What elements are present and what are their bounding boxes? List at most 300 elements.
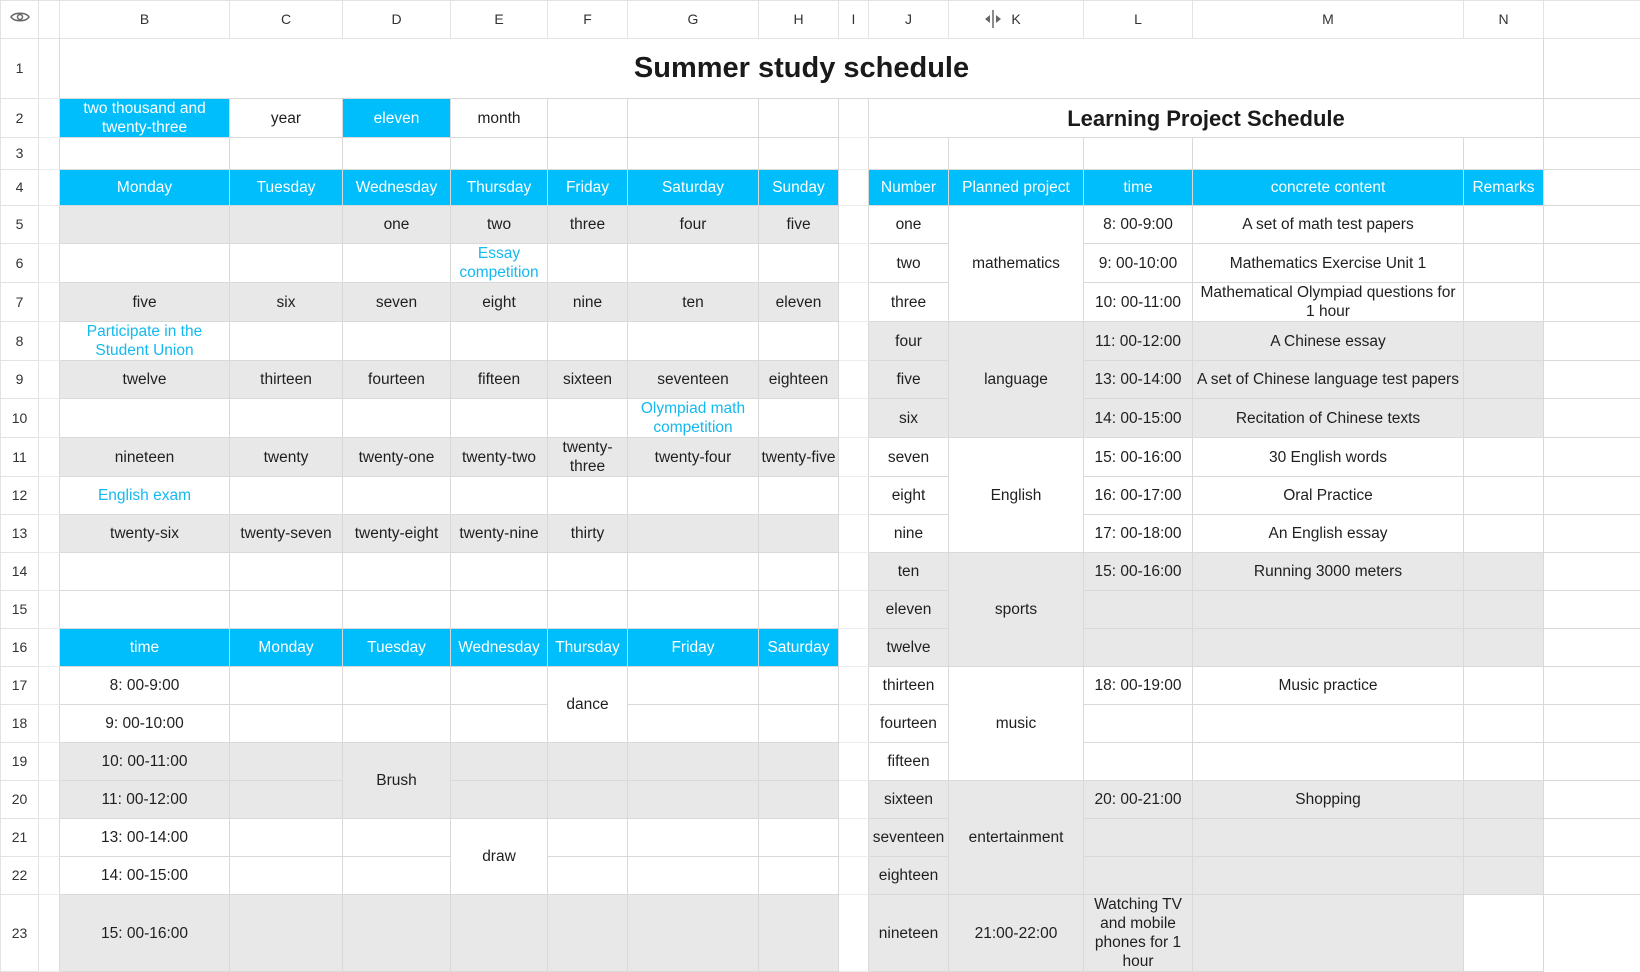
cell[interactable] (39, 399, 60, 438)
cell[interactable] (39, 705, 60, 743)
calendar-cell[interactable] (343, 322, 451, 361)
cell[interactable] (1544, 857, 1640, 895)
calendar-cell[interactable]: Participate in the Student Union (60, 322, 230, 361)
cell[interactable] (39, 477, 60, 515)
week-cell[interactable] (628, 819, 759, 857)
planned-project-cell[interactable]: language (949, 322, 1084, 438)
cell[interactable] (839, 857, 869, 895)
week-time-cell[interactable]: 8: 00-9:00 (60, 667, 230, 705)
cell[interactable] (1544, 819, 1640, 857)
sheet-title[interactable]: Summer study schedule (60, 39, 1544, 99)
year-value-cell[interactable]: two thousand and twenty-three (60, 99, 230, 138)
project-remarks-cell[interactable] (1464, 438, 1544, 477)
week-time-cell[interactable]: 9: 00-10:00 (60, 705, 230, 743)
activity-brush-cell[interactable]: Brush (343, 743, 451, 819)
project-remarks-cell[interactable] (1464, 515, 1544, 553)
calendar-cell[interactable] (230, 244, 343, 283)
cell[interactable] (1544, 667, 1640, 705)
column-header-E[interactable]: E (451, 1, 548, 39)
calendar-cell[interactable]: seven (343, 283, 451, 322)
row-header-5[interactable]: 5 (1, 206, 39, 244)
cell[interactable] (839, 819, 869, 857)
calendar-cell[interactable] (451, 322, 548, 361)
calendar-cell[interactable] (548, 322, 628, 361)
project-remarks-cell[interactable] (1464, 743, 1544, 781)
activity-dance-cell[interactable]: dance (548, 667, 628, 743)
project-content-cell[interactable] (1193, 857, 1464, 895)
row-header-22[interactable]: 22 (1, 857, 39, 895)
week-cell[interactable] (628, 705, 759, 743)
row-header-3[interactable]: 3 (1, 138, 39, 170)
project-content-cell[interactable]: Recitation of Chinese texts (1193, 399, 1464, 438)
week-cell[interactable] (759, 895, 839, 972)
calendar-cell[interactable]: twenty-one (343, 438, 451, 477)
calendar-cell[interactable] (451, 553, 548, 591)
week-cell[interactable] (230, 743, 343, 781)
calendar-cell[interactable]: twenty-four (628, 438, 759, 477)
week-time-cell[interactable]: 14: 00-15:00 (60, 857, 230, 895)
cell[interactable] (839, 399, 869, 438)
week-time-cell[interactable]: 10: 00-11:00 (60, 743, 230, 781)
calendar-cell[interactable] (548, 477, 628, 515)
week-cell[interactable] (230, 781, 343, 819)
month-value-cell[interactable]: eleven (343, 99, 451, 138)
cell[interactable] (628, 138, 759, 170)
cell[interactable] (39, 781, 60, 819)
cell[interactable] (839, 283, 869, 322)
cell[interactable] (39, 206, 60, 244)
project-content-cell[interactable] (1193, 629, 1464, 667)
project-time-cell[interactable]: 14: 00-15:00 (1084, 399, 1193, 438)
week-cell[interactable] (548, 743, 628, 781)
project-time-cell[interactable] (1084, 629, 1193, 667)
calendar-cell[interactable]: twenty-five (759, 438, 839, 477)
week-cell[interactable] (230, 667, 343, 705)
calendar-cell[interactable]: Essay competition (451, 244, 548, 283)
week-cell[interactable] (548, 857, 628, 895)
cell[interactable] (839, 361, 869, 399)
year-label-cell[interactable]: year (230, 99, 343, 138)
project-time-cell[interactable] (1084, 819, 1193, 857)
cell[interactable] (1544, 99, 1640, 138)
cell[interactable] (1544, 438, 1640, 477)
calendar-cell[interactable] (548, 553, 628, 591)
cell[interactable] (39, 244, 60, 283)
day-header-monday[interactable]: Monday (60, 170, 230, 206)
calendar-cell[interactable]: eight (451, 283, 548, 322)
row-header-13[interactable]: 13 (1, 515, 39, 553)
cell[interactable] (39, 895, 60, 972)
calendar-cell[interactable] (343, 399, 451, 438)
cell[interactable] (39, 553, 60, 591)
week-cell[interactable] (548, 895, 628, 972)
project-remarks-cell[interactable] (1193, 895, 1464, 972)
calendar-cell[interactable] (230, 322, 343, 361)
project-remarks-cell[interactable] (1464, 781, 1544, 819)
calendar-cell[interactable]: twenty-two (451, 438, 548, 477)
project-number-cell[interactable]: twelve (869, 629, 949, 667)
project-header-0[interactable]: Number (869, 170, 949, 206)
project-number-cell[interactable]: fourteen (869, 705, 949, 743)
cell[interactable] (1464, 895, 1544, 972)
cell[interactable] (343, 138, 451, 170)
calendar-cell[interactable] (628, 322, 759, 361)
cell[interactable] (839, 438, 869, 477)
row-header-8[interactable]: 8 (1, 322, 39, 361)
week-cell[interactable] (759, 667, 839, 705)
project-content-cell[interactable]: A Chinese essay (1193, 322, 1464, 361)
cell[interactable] (839, 743, 869, 781)
cell[interactable] (39, 857, 60, 895)
cell[interactable] (839, 206, 869, 244)
week-cell[interactable] (628, 743, 759, 781)
week-cell[interactable] (628, 857, 759, 895)
week-cell[interactable] (548, 781, 628, 819)
calendar-cell[interactable] (60, 206, 230, 244)
column-header-A[interactable] (39, 1, 60, 39)
project-content-cell[interactable]: Shopping (1193, 781, 1464, 819)
row-header-23[interactable]: 23 (1, 895, 39, 972)
project-number-cell[interactable]: nineteen (869, 895, 949, 972)
project-time-cell[interactable]: 15: 00-16:00 (1084, 553, 1193, 591)
project-content-cell[interactable]: Mathematical Olympiad questions for 1 hour (1193, 283, 1464, 322)
calendar-cell[interactable]: thirteen (230, 361, 343, 399)
cell[interactable] (1464, 138, 1544, 170)
project-time-cell[interactable]: 8: 00-9:00 (1084, 206, 1193, 244)
week-cell[interactable] (759, 857, 839, 895)
row-header-4[interactable]: 4 (1, 170, 39, 206)
planned-project-cell[interactable]: mathematics (949, 206, 1084, 322)
cell[interactable] (39, 138, 60, 170)
project-number-cell[interactable]: five (869, 361, 949, 399)
cell[interactable] (839, 705, 869, 743)
project-time-cell[interactable]: 21:00-22:00 (949, 895, 1084, 972)
planned-project-cell[interactable]: entertainment (949, 781, 1084, 895)
calendar-cell[interactable]: nineteen (60, 438, 230, 477)
project-number-cell[interactable]: seven (869, 438, 949, 477)
calendar-cell[interactable] (230, 591, 343, 629)
column-header-I[interactable]: I (839, 1, 869, 39)
row-header-2[interactable]: 2 (1, 99, 39, 138)
week-cell[interactable] (230, 857, 343, 895)
calendar-cell[interactable] (451, 591, 548, 629)
cell[interactable] (1544, 705, 1640, 743)
week-cell[interactable] (759, 781, 839, 819)
project-remarks-cell[interactable] (1464, 629, 1544, 667)
project-time-cell[interactable]: 9: 00-10:00 (1084, 244, 1193, 283)
calendar-cell[interactable] (343, 477, 451, 515)
week-cell[interactable] (230, 819, 343, 857)
calendar-cell[interactable] (548, 399, 628, 438)
cell[interactable] (548, 138, 628, 170)
project-remarks-cell[interactable] (1464, 206, 1544, 244)
calendar-cell[interactable]: twenty-eight (343, 515, 451, 553)
project-number-cell[interactable]: eight (869, 477, 949, 515)
week-header-monday[interactable]: Monday (230, 629, 343, 667)
project-header-4[interactable]: Remarks (1464, 170, 1544, 206)
week-time-cell[interactable]: 15: 00-16:00 (60, 895, 230, 972)
column-resize-icon[interactable] (982, 8, 1004, 30)
calendar-cell[interactable]: twenty (230, 438, 343, 477)
cell[interactable] (39, 438, 60, 477)
cell[interactable] (1544, 206, 1640, 244)
project-remarks-cell[interactable] (1464, 283, 1544, 322)
column-header-J[interactable]: J (869, 1, 949, 39)
cell[interactable] (39, 629, 60, 667)
week-cell[interactable] (451, 781, 548, 819)
cell[interactable] (839, 515, 869, 553)
project-number-cell[interactable]: six (869, 399, 949, 438)
calendar-cell[interactable] (60, 591, 230, 629)
week-cell[interactable] (230, 705, 343, 743)
row-header-1[interactable]: 1 (1, 39, 39, 99)
calendar-cell[interactable] (628, 591, 759, 629)
week-time-cell[interactable]: 13: 00-14:00 (60, 819, 230, 857)
row-header-14[interactable]: 14 (1, 553, 39, 591)
column-header-C[interactable]: C (230, 1, 343, 39)
calendar-cell[interactable]: three (548, 206, 628, 244)
cell[interactable] (1544, 322, 1640, 361)
week-header-friday[interactable]: Friday (628, 629, 759, 667)
cell[interactable] (869, 138, 949, 170)
calendar-cell[interactable] (628, 477, 759, 515)
calendar-cell[interactable] (759, 553, 839, 591)
project-content-cell[interactable]: Music practice (1193, 667, 1464, 705)
planned-project-cell[interactable]: sports (949, 553, 1084, 667)
project-header-3[interactable]: concrete content (1193, 170, 1464, 206)
calendar-cell[interactable] (60, 244, 230, 283)
cell[interactable] (839, 591, 869, 629)
project-number-cell[interactable]: nine (869, 515, 949, 553)
calendar-cell[interactable]: sixteen (548, 361, 628, 399)
cell[interactable] (839, 895, 869, 972)
project-remarks-cell[interactable] (1464, 591, 1544, 629)
project-number-cell[interactable]: sixteen (869, 781, 949, 819)
project-number-cell[interactable]: thirteen (869, 667, 949, 705)
week-header-tuesday[interactable]: Tuesday (343, 629, 451, 667)
calendar-cell[interactable] (628, 515, 759, 553)
column-header-N[interactable]: N (1464, 1, 1544, 39)
calendar-cell[interactable]: twenty-six (60, 515, 230, 553)
week-cell[interactable] (628, 895, 759, 972)
project-remarks-cell[interactable] (1464, 244, 1544, 283)
project-remarks-cell[interactable] (1464, 399, 1544, 438)
calendar-cell[interactable] (759, 322, 839, 361)
week-cell[interactable] (759, 705, 839, 743)
calendar-cell[interactable]: eighteen (759, 361, 839, 399)
column-header-L[interactable]: L (1084, 1, 1193, 39)
calendar-cell[interactable] (451, 399, 548, 438)
day-header-thursday[interactable]: Thursday (451, 170, 548, 206)
project-time-cell[interactable]: 20: 00-21:00 (1084, 781, 1193, 819)
cell[interactable] (1544, 781, 1640, 819)
calendar-cell[interactable]: nine (548, 283, 628, 322)
cell[interactable] (1193, 138, 1464, 170)
week-cell[interactable] (343, 667, 451, 705)
project-content-cell[interactable]: Mathematics Exercise Unit 1 (1193, 244, 1464, 283)
project-time-cell[interactable]: 10: 00-11:00 (1084, 283, 1193, 322)
project-remarks-cell[interactable] (1464, 553, 1544, 591)
column-header-F[interactable]: F (548, 1, 628, 39)
week-cell[interactable] (759, 743, 839, 781)
column-header-K[interactable]: K (949, 1, 1084, 39)
cell[interactable] (839, 138, 869, 170)
project-time-cell[interactable]: 16: 00-17:00 (1084, 477, 1193, 515)
calendar-cell[interactable] (548, 244, 628, 283)
week-header-time[interactable]: time (60, 629, 230, 667)
calendar-cell[interactable] (759, 591, 839, 629)
week-cell[interactable] (343, 819, 451, 857)
cell[interactable] (39, 591, 60, 629)
week-cell[interactable] (451, 743, 548, 781)
calendar-cell[interactable] (628, 244, 759, 283)
cell[interactable] (839, 99, 869, 138)
calendar-cell[interactable]: eleven (759, 283, 839, 322)
project-time-cell[interactable]: 17: 00-18:00 (1084, 515, 1193, 553)
row-header-6[interactable]: 6 (1, 244, 39, 283)
cell[interactable] (39, 819, 60, 857)
week-cell[interactable] (628, 781, 759, 819)
week-header-saturday[interactable]: Saturday (759, 629, 839, 667)
project-time-cell[interactable] (1084, 705, 1193, 743)
cell[interactable] (1544, 244, 1640, 283)
cell[interactable] (839, 322, 869, 361)
cell[interactable] (1084, 138, 1193, 170)
project-remarks-cell[interactable] (1464, 705, 1544, 743)
project-time-cell[interactable]: 15: 00-16:00 (1084, 438, 1193, 477)
calendar-cell[interactable]: one (343, 206, 451, 244)
project-content-cell[interactable] (1193, 743, 1464, 781)
project-remarks-cell[interactable] (1464, 857, 1544, 895)
cell[interactable] (949, 138, 1084, 170)
column-header-D[interactable]: D (343, 1, 451, 39)
project-content-cell[interactable] (1193, 705, 1464, 743)
cell[interactable] (1544, 170, 1640, 206)
calendar-cell[interactable] (230, 399, 343, 438)
cell[interactable] (39, 667, 60, 705)
cell[interactable] (39, 322, 60, 361)
cell[interactable] (39, 39, 60, 99)
cell[interactable] (60, 138, 230, 170)
project-content-cell[interactable] (1193, 819, 1464, 857)
project-time-cell[interactable]: 18: 00-19:00 (1084, 667, 1193, 705)
row-header-9[interactable]: 9 (1, 361, 39, 399)
calendar-cell[interactable] (759, 477, 839, 515)
project-number-cell[interactable]: fifteen (869, 743, 949, 781)
calendar-cell[interactable]: two (451, 206, 548, 244)
cell[interactable] (1544, 477, 1640, 515)
project-time-cell[interactable] (1084, 857, 1193, 895)
calendar-cell[interactable]: twenty-seven (230, 515, 343, 553)
cell[interactable] (1544, 399, 1640, 438)
row-header-20[interactable]: 20 (1, 781, 39, 819)
week-cell[interactable] (548, 819, 628, 857)
cell[interactable] (1544, 743, 1640, 781)
row-header-16[interactable]: 16 (1, 629, 39, 667)
project-content-cell[interactable]: 30 English words (1193, 438, 1464, 477)
cell[interactable] (1544, 553, 1640, 591)
cell[interactable] (1544, 515, 1640, 553)
row-header-12[interactable]: 12 (1, 477, 39, 515)
row-header-11[interactable]: 11 (1, 438, 39, 477)
calendar-cell[interactable] (759, 515, 839, 553)
calendar-cell[interactable]: fifteen (451, 361, 548, 399)
calendar-cell[interactable]: twenty-nine (451, 515, 548, 553)
cell[interactable] (839, 244, 869, 283)
week-cell[interactable] (451, 667, 548, 705)
cell[interactable] (39, 743, 60, 781)
cell[interactable] (839, 667, 869, 705)
month-label-cell[interactable]: month (451, 99, 548, 138)
row-header-21[interactable]: 21 (1, 819, 39, 857)
calendar-cell[interactable]: English exam (60, 477, 230, 515)
week-cell[interactable] (230, 895, 343, 972)
cell[interactable] (39, 99, 60, 138)
project-number-cell[interactable]: two (869, 244, 949, 283)
project-number-cell[interactable]: three (869, 283, 949, 322)
row-header-19[interactable]: 19 (1, 743, 39, 781)
cell[interactable] (1544, 591, 1640, 629)
row-header-10[interactable]: 10 (1, 399, 39, 438)
calendar-cell[interactable] (343, 553, 451, 591)
row-header-15[interactable]: 15 (1, 591, 39, 629)
calendar-cell[interactable]: five (60, 283, 230, 322)
calendar-cell[interactable] (759, 399, 839, 438)
calendar-cell[interactable]: twelve (60, 361, 230, 399)
visibility-toggle[interactable] (1, 1, 39, 39)
project-remarks-cell[interactable] (1464, 819, 1544, 857)
week-header-thursday[interactable]: Thursday (548, 629, 628, 667)
project-number-cell[interactable]: four (869, 322, 949, 361)
column-header-G[interactable]: G (628, 1, 759, 39)
cell[interactable] (548, 99, 628, 138)
cell[interactable] (39, 515, 60, 553)
week-cell[interactable] (451, 705, 548, 743)
row-header-18[interactable]: 18 (1, 705, 39, 743)
cell[interactable] (39, 361, 60, 399)
week-cell[interactable] (451, 895, 548, 972)
project-schedule-title[interactable]: Learning Project Schedule (869, 99, 1544, 138)
calendar-cell[interactable]: four (628, 206, 759, 244)
calendar-cell[interactable] (230, 553, 343, 591)
week-header-wednesday[interactable]: Wednesday (451, 629, 548, 667)
day-header-sunday[interactable]: Sunday (759, 170, 839, 206)
project-content-cell[interactable]: A set of Chinese language test papers (1193, 361, 1464, 399)
project-remarks-cell[interactable] (1464, 477, 1544, 515)
cell[interactable] (1544, 629, 1640, 667)
project-header-2[interactable]: time (1084, 170, 1193, 206)
project-content-cell[interactable]: Oral Practice (1193, 477, 1464, 515)
project-time-cell[interactable] (1084, 743, 1193, 781)
calendar-cell[interactable] (343, 591, 451, 629)
calendar-cell[interactable] (230, 206, 343, 244)
project-remarks-cell[interactable] (1464, 667, 1544, 705)
calendar-cell[interactable]: seventeen (628, 361, 759, 399)
cell[interactable] (839, 781, 869, 819)
project-content-cell[interactable]: Running 3000 meters (1193, 553, 1464, 591)
cell[interactable] (628, 99, 759, 138)
week-cell[interactable] (343, 705, 451, 743)
calendar-cell[interactable] (343, 244, 451, 283)
calendar-cell[interactable] (60, 553, 230, 591)
project-time-cell[interactable]: 13: 00-14:00 (1084, 361, 1193, 399)
calendar-cell[interactable] (451, 477, 548, 515)
project-remarks-cell[interactable] (1464, 361, 1544, 399)
project-time-cell[interactable] (1084, 591, 1193, 629)
row-header-7[interactable]: 7 (1, 283, 39, 322)
cell[interactable] (230, 138, 343, 170)
day-header-tuesday[interactable]: Tuesday (230, 170, 343, 206)
